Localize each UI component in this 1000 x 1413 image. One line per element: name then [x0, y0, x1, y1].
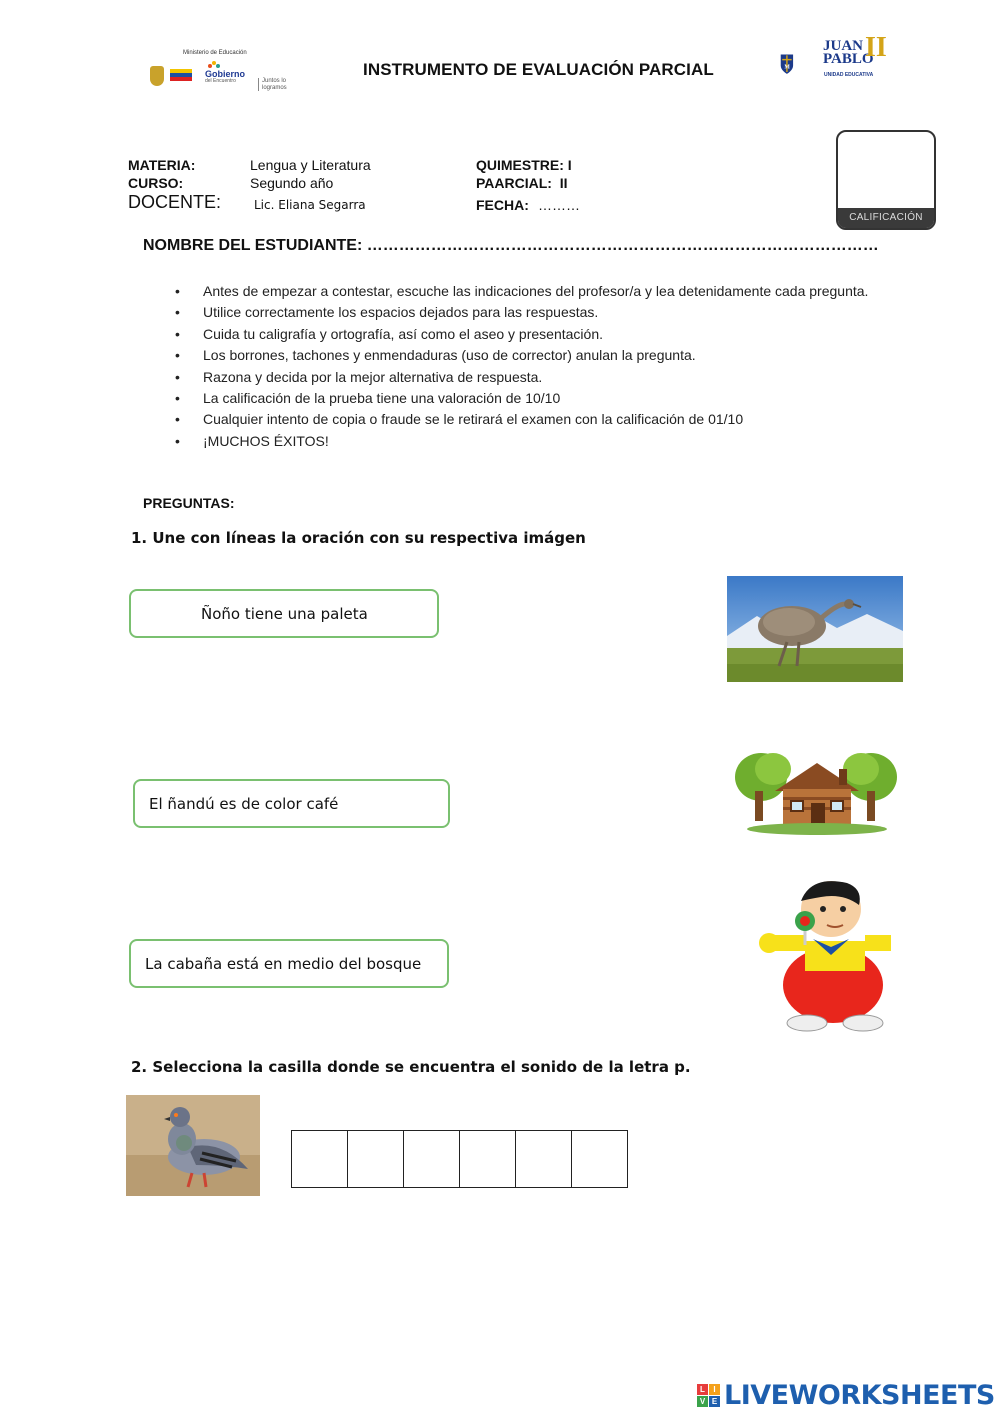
mark-letter: V: [697, 1396, 708, 1407]
curso-value: Segundo año: [250, 175, 334, 191]
instruction-item: • La calificación de la prueba tiene una valoración de 10/10: [175, 390, 875, 407]
liveworksheets-mark-icon: [697, 1384, 720, 1407]
sentence-text: El ñandú es de color café: [149, 794, 339, 813]
school-numeral: II: [865, 32, 887, 63]
answer-cell[interactable]: [291, 1130, 348, 1188]
nono-image[interactable]: [751, 875, 897, 1033]
fecha-value[interactable]: ………: [538, 197, 580, 213]
docente-value: Lic. Eliana Segarra: [254, 198, 366, 212]
gobierno-text: Gobierno: [205, 69, 245, 79]
sentence-box-cabana[interactable]: [129, 939, 449, 988]
grade-box[interactable]: [836, 130, 936, 230]
materia-value: Lengua y Literatura: [250, 157, 371, 173]
instruction-item: • Utilice correctamente los espacios dejados para las respuestas.: [175, 304, 875, 321]
question-2-title: 2. Selecciona la casilla donde se encuentra el sonido de la letra p.: [131, 1058, 691, 1076]
ecuador-shield-logo: [150, 66, 194, 86]
fecha-label: FECHA:: [476, 197, 529, 213]
instruction-item: • Cualquier intento de copia o fraude se le retirará el examen con la calificación de 01/10: [175, 411, 875, 428]
school-subtitle: UNIDAD EDUCATIVA: [824, 72, 874, 78]
sentence-text: Ñoño tiene una paleta: [201, 604, 368, 623]
mark-letter: E: [709, 1396, 720, 1407]
answer-cell[interactable]: [347, 1130, 404, 1188]
document-title: INSTRUMENTO DE EVALUACIÓN PARCIAL: [363, 60, 714, 79]
sentence-text: La cabaña está en medio del bosque: [145, 954, 422, 973]
cabin-image[interactable]: [733, 747, 899, 837]
instructions-list: [175, 283, 875, 454]
sentence-box-nandu[interactable]: [133, 779, 450, 828]
pigeon-image[interactable]: [126, 1095, 260, 1196]
instruction-item: • ¡MUCHOS ÉXITOS!: [175, 433, 875, 450]
sentence-box-nono[interactable]: [129, 589, 439, 638]
liveworksheets-logo[interactable]: [697, 1380, 995, 1411]
preguntas-heading: PREGUNTAS:: [143, 495, 235, 511]
answer-cell[interactable]: [459, 1130, 516, 1188]
ministry-title: Ministerio de Educación: [183, 50, 247, 56]
instruction-item: • Antes de empezar a contestar, escuche las indicaciones del profesor/a y lea detenidamente cada pregunta.: [175, 283, 875, 300]
materia-label: MATERIA:: [128, 157, 196, 173]
parcial-label: PAARCIAL: II: [476, 175, 568, 191]
school-shield-logo: [780, 36, 820, 92]
mark-letter: I: [709, 1384, 720, 1395]
gobierno-logo: [205, 70, 245, 84]
school-name-line2: PABLO: [823, 51, 874, 67]
curso-label: CURSO:: [128, 175, 184, 191]
svg-text:M: M: [784, 64, 790, 71]
juntos-slogan: Juntos lo logramos: [258, 78, 296, 91]
quimestre-label: QUIMESTRE: I: [476, 157, 572, 173]
question-1-title: 1. Une con líneas la oración con su respectiva imágen: [131, 529, 586, 547]
answer-cell[interactable]: [403, 1130, 460, 1188]
gobierno-subtext: del Encuentro: [205, 78, 236, 84]
grade-box-label: CALIFICACIÓN: [838, 208, 934, 228]
school-name-line1: JUAN: [823, 38, 863, 54]
docente-label: DOCENTE:: [128, 192, 222, 212]
answer-cell[interactable]: [515, 1130, 572, 1188]
instruction-item: • Cuida tu caligrafía y ortografía, así como el aseo y presentación.: [175, 326, 875, 343]
answer-cells: [291, 1130, 628, 1188]
answer-cell[interactable]: [571, 1130, 628, 1188]
rhea-image[interactable]: [727, 576, 903, 682]
instruction-item: • Razona y decida por la mejor alternativa de respuesta.: [175, 369, 875, 386]
school-name: [823, 32, 887, 67]
instruction-item: • Los borrones, tachones y enmendaduras (uso de corrector) anulan la pregunta.: [175, 347, 875, 364]
mark-letter: L: [697, 1384, 708, 1395]
student-name-field[interactable]: NOMBRE DEL ESTUDIANTE: ……………………………………………………………………………………: [143, 237, 879, 254]
liveworksheets-text: LIVEWORKSHEETS: [724, 1380, 995, 1411]
